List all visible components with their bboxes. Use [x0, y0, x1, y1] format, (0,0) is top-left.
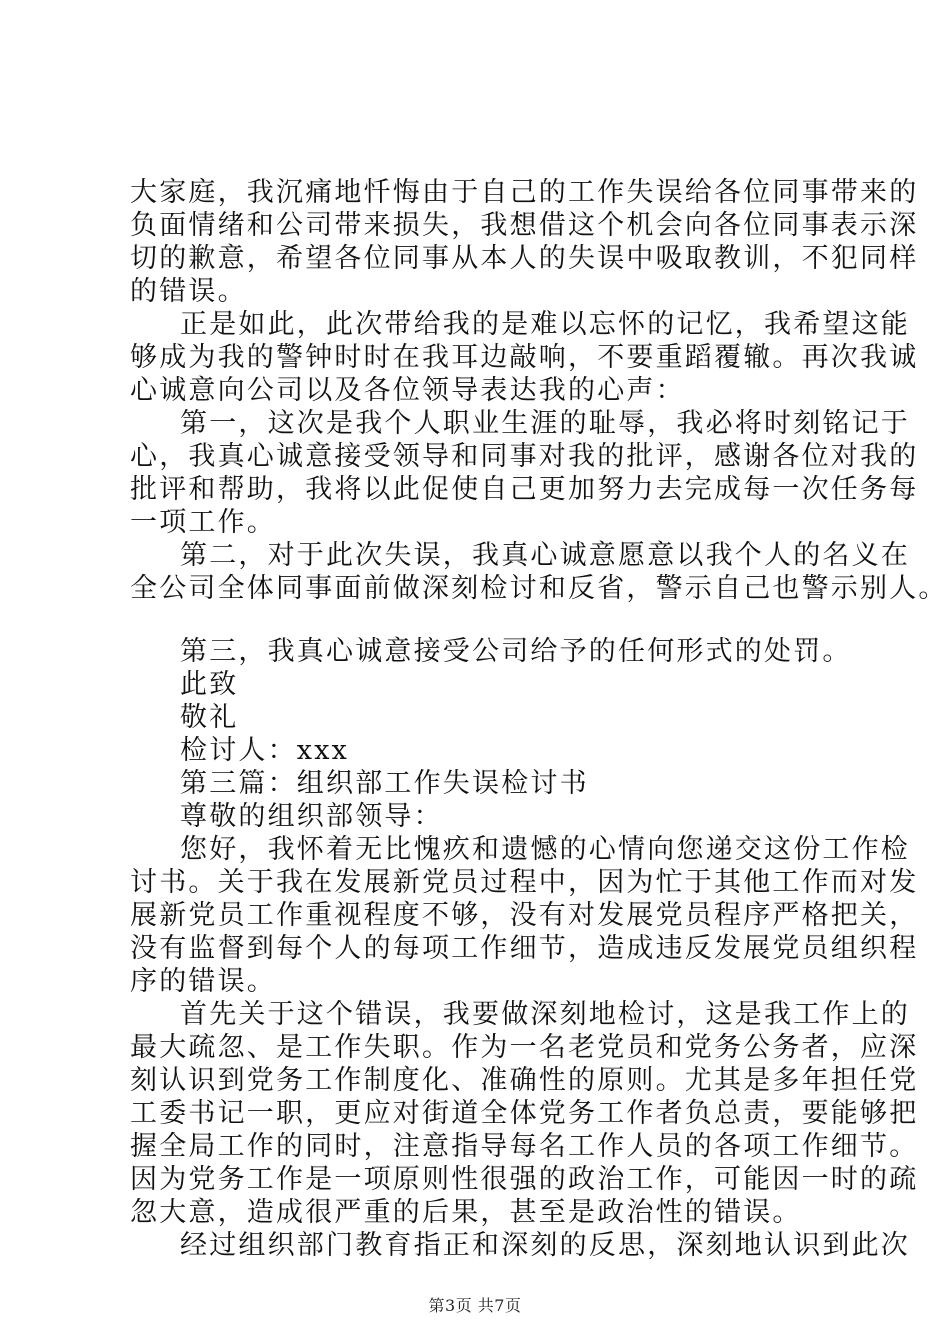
- text-line: 敬礼: [180, 702, 239, 733]
- text-line: 工委书记一职，更应对街道全体党务工作者负总责，要能够把: [130, 1098, 919, 1129]
- text-line: 的错误。: [130, 276, 247, 307]
- text-line: 大家庭，我沉痛地忏悔由于自己的工作失误给各位同事带来的: [130, 177, 919, 208]
- text-line: 您好，我怀着无比愧疚和遗憾的心情向您递交这份工作检: [180, 834, 910, 865]
- text-line: 切的歉意，希望各位同事从本人的失误中吸取教训，不犯同样: [130, 243, 919, 274]
- page-number: 第3页 共7页: [428, 1296, 522, 1315]
- signature-line: 检讨人：xxx: [180, 735, 350, 766]
- text-line: 第一，这次是我个人职业生涯的耻辱，我必将时刻铭记于: [180, 408, 910, 439]
- text-line: 没有监督到每个人的每项工作细节，造成违反发展党员组织程: [130, 933, 919, 964]
- text-line: 此致: [180, 669, 239, 700]
- text-line: 第二，对于此次失误，我真心诚意愿意以我个人的名义在: [180, 540, 910, 571]
- salutation: 尊敬的组织部领导：: [180, 801, 443, 832]
- text-line: 刻认识到党务工作制度化、准确性的原则。尤其是多年担任党: [130, 1065, 919, 1096]
- text-line: 批评和帮助，我将以此促使自己更加努力去完成每一次任务每: [130, 474, 919, 505]
- text-line: 讨书。关于我在发展新党员过程中，因为忙于其他工作而对发: [130, 867, 919, 898]
- text-line: 第三，我真心诚意接受公司给予的任何形式的处罚。: [180, 636, 852, 667]
- text-line: 握全局工作的同时，注意指导每名工作人员的各项工作细节。: [130, 1131, 919, 1162]
- text-line: 最大疏忽、是工作失职。作为一名老党员和党务公务者，应深: [130, 1032, 919, 1063]
- text-line: 首先关于这个错误，我要做深刻地检讨，这是我工作上的: [180, 999, 910, 1030]
- text-line: 正是如此，此次带给我的是难以忘怀的记忆，我希望这能: [180, 309, 910, 340]
- text-line: 全公司全体同事面前做深刻检讨和反省，警示自己也警示别人。: [130, 573, 948, 604]
- text-line: 展新党员工作重视程度不够，没有对发展党员程序严格把关，: [130, 900, 919, 931]
- section-heading: 第三篇：组织部工作失误检讨书: [180, 768, 589, 799]
- text-line: 忽大意，造成很严重的后果，甚至是政治性的错误。: [130, 1197, 802, 1228]
- text-line: 序的错误。: [130, 966, 276, 997]
- text-line: 心，我真心诚意接受领导和同事对我的批评，感谢各位对我的: [130, 441, 919, 472]
- text-line: 因为党务工作是一项原则性很强的政治工作，可能因一时的疏: [130, 1164, 919, 1195]
- text-line: 经过组织部门教育指正和深刻的反思，深刻地认识到此次: [180, 1230, 910, 1261]
- text-line: 负面情绪和公司带来损失，我想借这个机会向各位同事表示深: [130, 210, 919, 241]
- text-line: 心诚意向公司以及各位领导表达我的心声：: [130, 375, 685, 406]
- text-line: 一项工作。: [130, 507, 276, 538]
- text-line: 够成为我的警钟时时在我耳边敲响，不要重蹈覆辙。再次我诚: [130, 342, 919, 373]
